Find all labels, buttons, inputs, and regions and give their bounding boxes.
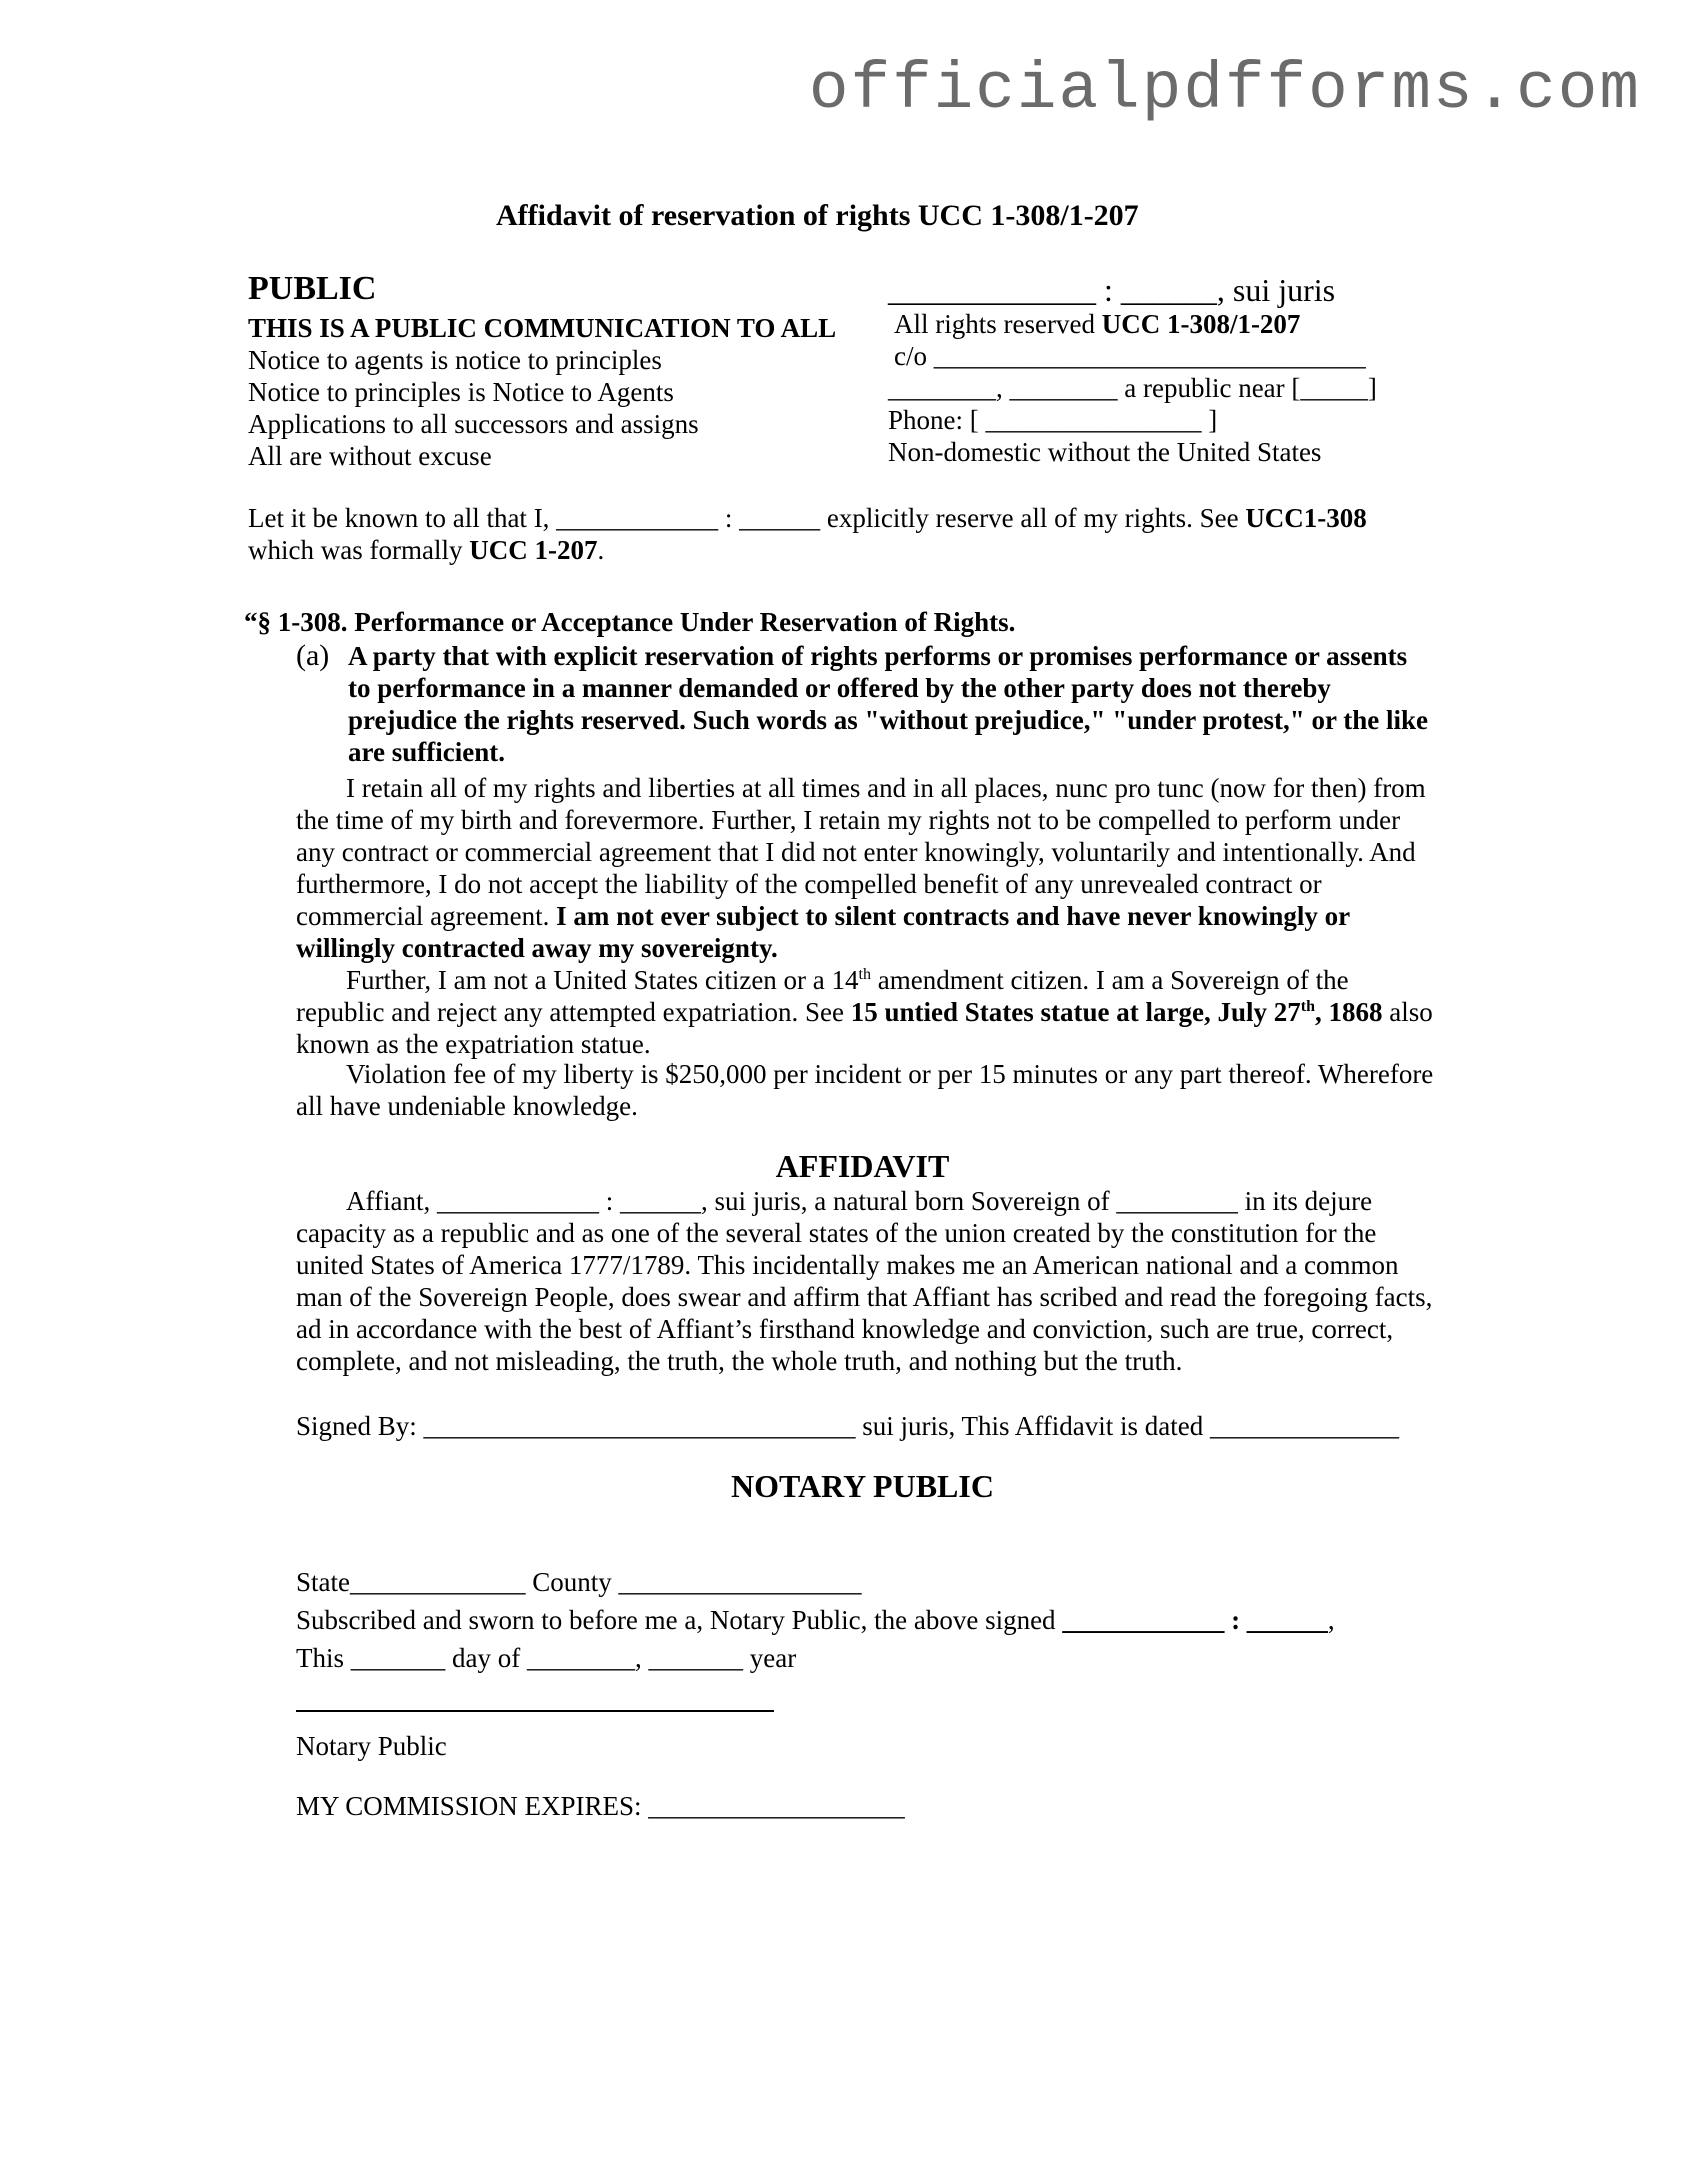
intro-text-2: which was formally (248, 535, 470, 565)
section-a-label: (a) (296, 639, 330, 672)
retain-bold-text: I am not ever subject to silent contracts and have never knowingly or willingly contracted away my sovereignty. (296, 901, 1350, 963)
state-county-line[interactable]: State_____________ County __________________ (296, 1567, 862, 1597)
intro-ucc-1207: UCC 1-207 (469, 535, 598, 565)
section-heading: “§ 1-308. Performance or Acceptance Under Reservation of Rights. (244, 607, 1016, 637)
day-line[interactable]: This _______ day of ________, _______ year (296, 1643, 797, 1673)
further-text-2: amendment citizen. I am a Sovereign of the republic and reject any attempted expatriation. See (296, 965, 1349, 1027)
sworn-name-blank[interactable]: ____________ : ______ (1062, 1605, 1328, 1635)
section-a-text: A party that with explicit reservation of rights performs or promises performance or assents to performance in a manner demanded or offered by the other party does not thereby prejudice the rights reserved. Such words as "without prejudice," "under protest," or the like are sufficient. (348, 641, 1428, 767)
retain-text: I retain all of my rights and liberties at all times and in all places, nunc pro tunc (now for then) from the time of my birth and forevermore. Further, I retain my rights not to be compelled to perform under any contract or commercial agreement that I did not enter knowingly, voluntarily and intentionally. And furthermore, I do not accept the liability of the compelled benefit of any unrevealed contract or commercial agreement. (296, 773, 1426, 931)
notary-heading: NOTARY PUBLIC (731, 1468, 994, 1504)
public-heading: PUBLIC (248, 270, 377, 307)
further-text: Further, I am not a United States citizen or a 14 (346, 965, 859, 995)
affidavit-paragraph: Affiant, ____________ : ______, sui juris, a natural born Sovereign of _________ in its dejure capacity as a republic and as one of the several states of the union created by the constitution for the united States of America 1777/1789. This incidentally makes me an American national and a common man of the Sovereign People, does swear and affirm that Affiant has scribed and read the foregoing facts, ad in accordance with the best of Affiant’s firsthand knowledge and conviction, such are true, correct, complete, and not misleading, the truth, the whole truth, and nothing but the truth. (296, 1186, 1433, 1376)
header-right (888, 272, 1377, 468)
header-left (248, 270, 836, 472)
violation-paragraph: Violation fee of my liberty is $250,000 per incident or per 15 minutes or any part thereof. Wherefore all have undeniable knowledge. (296, 1059, 1434, 1121)
notary-signature-line[interactable] (296, 1710, 774, 1712)
statute-reference: 15 untied States statue at large, July 27th, 1868 (850, 997, 1383, 1027)
sworn-text: Subscribed and sworn to before me a, Notary Public, the above signed (296, 1605, 1063, 1635)
further-sup: th (858, 966, 871, 983)
notice-principles-line: Notice to principles is Notice to Agents (248, 377, 674, 407)
rights-reserved-line (888, 308, 1377, 340)
notice-agents-line: Notice to agents is notice to principles (248, 345, 662, 375)
sworn-end: , (1327, 1605, 1335, 1635)
republic-line[interactable]: ________, ________ a republic near [_____] (888, 373, 1377, 403)
intro-paragraph (248, 502, 1428, 566)
name-blank-line[interactable]: _____________ : ______, sui juris (888, 272, 1336, 308)
subscribed-sworn-line[interactable] (296, 1604, 1335, 1636)
affidavit-heading: AFFIDAVIT (775, 1148, 950, 1184)
further-text-3: also known as the expatriation statue. (296, 997, 1433, 1059)
without-excuse-line: All are without excuse (248, 441, 492, 471)
commission-expires-line[interactable]: MY COMMISSION EXPIRES: ___________________ (296, 1791, 905, 1821)
care-of-line[interactable]: c/o ________________________________ (894, 341, 1366, 371)
successors-line: Applications to all successors and assigns (248, 409, 699, 439)
section-a (296, 640, 1436, 768)
retain-paragraph (296, 772, 1436, 964)
intro-text: Let it be known to all that I, ____________ : ______ explicitly reserve all of my rights. See (248, 503, 1246, 533)
watermark: officialpdfforms.com (808, 52, 1641, 127)
signed-by-line[interactable]: Signed By: ________________________________ sui juris, This Affidavit is dated ______________ (296, 1411, 1400, 1441)
non-domestic-line: Non-domestic without the United States (888, 437, 1322, 467)
notary-public-label: Notary Public (296, 1731, 447, 1761)
rights-reserved-text: All rights reserved (894, 309, 1102, 339)
intro-ucc-1308: UCC1-308 (1245, 503, 1367, 533)
page-title: Affidavit of reservation of rights UCC 1-308/1-207 (496, 199, 1139, 232)
phone-line[interactable]: Phone: [ ________________ ] (888, 405, 1218, 435)
rights-reserved-ucc: UCC 1-308/1-207 (1101, 309, 1301, 339)
intro-text-3: . (597, 535, 605, 565)
further-paragraph (296, 964, 1436, 1060)
public-communication-line: THIS IS A PUBLIC COMMUNICATION TO ALL (248, 313, 837, 343)
